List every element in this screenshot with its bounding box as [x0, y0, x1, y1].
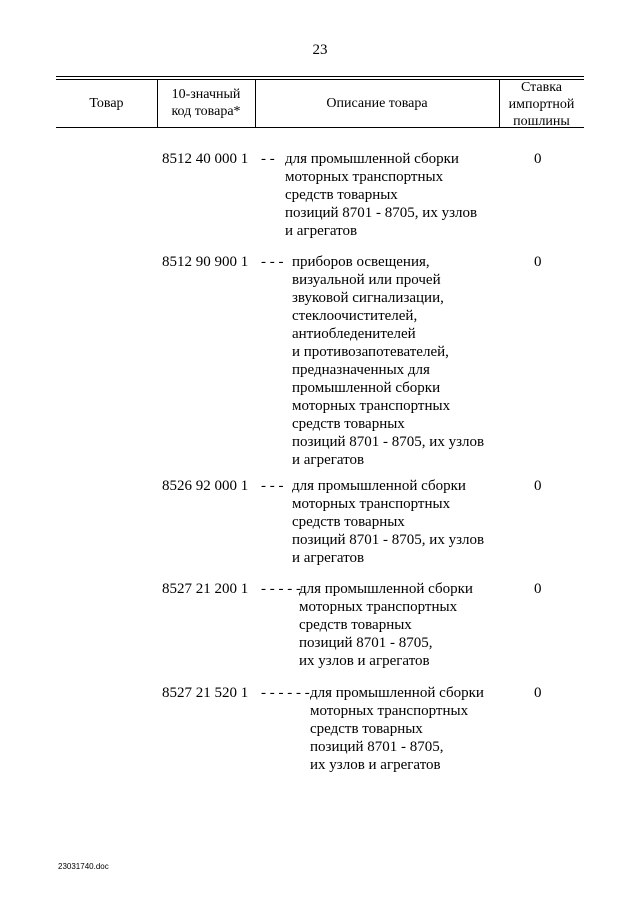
row-description: для промышленной сборки моторных транспортных средств товарных позиций 8701 - 8705, их узлов и агрегатов — [310, 685, 484, 773]
header-code: 10-значный код товара* — [171, 87, 241, 119]
row-code: 8527 21 520 1 — [162, 685, 249, 701]
row-description: для промышленной сборки моторных транспортных средств товарных позиций 8701 - 8705, их узлов и агрегатов — [292, 478, 485, 566]
row-dash: - - — [261, 151, 275, 167]
row-description: для промышленной сборки моторных транспортных средств товарных позиций 8701 - 8705, их узлов и агрегатов — [285, 151, 478, 239]
header-rate: Ставка импортной пошлины — [508, 80, 575, 129]
row-dash: - - - — [261, 478, 284, 494]
row-dash: - - - - - - — [261, 685, 310, 701]
page-number: 23 — [312, 42, 328, 58]
row-rate: 0 — [534, 151, 542, 167]
row-code: 8526 92 000 1 — [162, 478, 249, 494]
row-description: приборов освещения, визуальной или прочей звуковой сигнализации, стеклоочистителей, антиобледенителей и противозапотевателей, предназначенных для промышленной сборки моторных транспортных средств товарных позиций 8701 - 8705, их узлов и агрегатов — [292, 254, 485, 468]
footer-filename: 23031740.doc — [58, 862, 109, 871]
header-product: Товар — [89, 96, 124, 111]
row-code: 8512 40 000 1 — [162, 151, 249, 167]
row-description: для промышленной сборки моторных транспортных средств товарных позиций 8701 - 8705, их узлов и агрегатов — [299, 581, 473, 669]
row-rate: 0 — [534, 581, 542, 597]
row-rate: 0 — [534, 478, 542, 494]
header-top-rule — [56, 76, 584, 77]
row-rate: 0 — [534, 254, 542, 270]
row-dash: - - - - - — [261, 581, 301, 597]
row-dash: - - - — [261, 254, 284, 270]
header-description: Описание товара — [326, 96, 428, 111]
row-code: 8527 21 200 1 — [162, 581, 249, 597]
row-rate: 0 — [534, 685, 542, 701]
row-code: 8512 90 900 1 — [162, 254, 249, 270]
header-bottom-rule — [56, 127, 584, 128]
